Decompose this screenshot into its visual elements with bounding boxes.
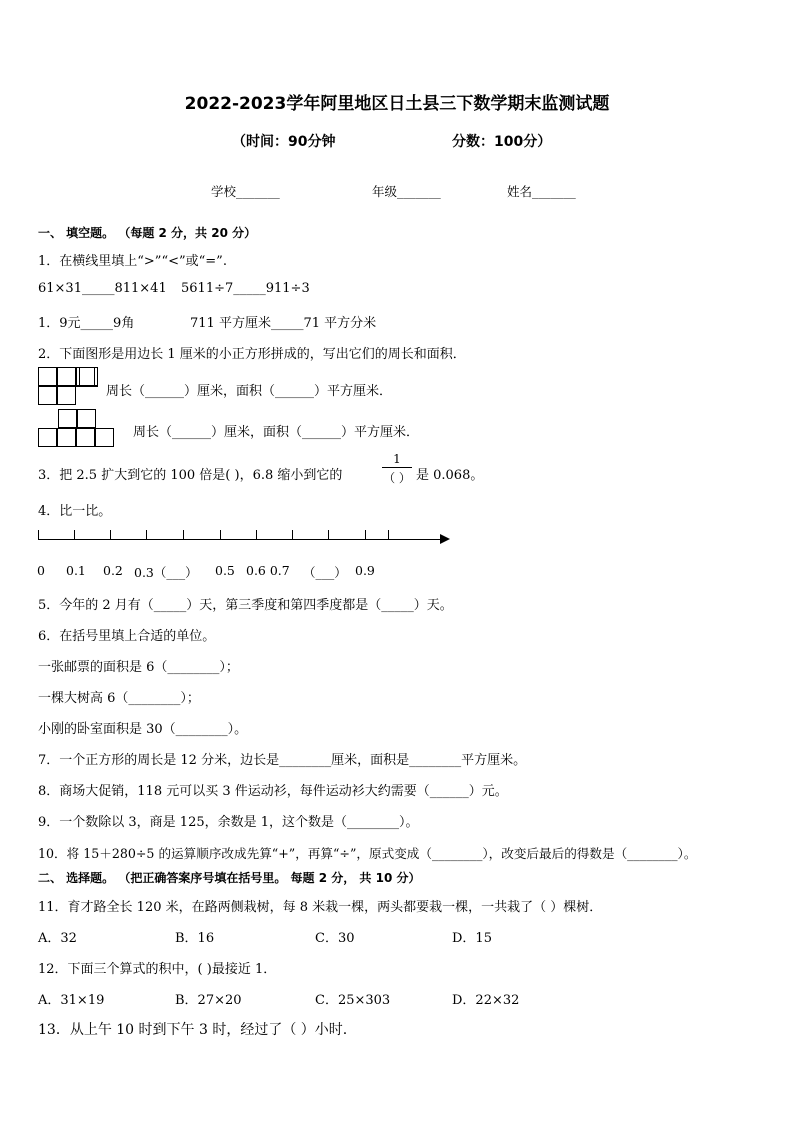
q12-option-a: A．31×19 — [38, 993, 105, 1008]
name-field[interactable]: 姓名_______ — [507, 184, 576, 199]
question-12: 12．下面三个算式的积中，( )最接近 1． — [38, 962, 277, 977]
exam-time: （时间：90分钟 — [232, 134, 336, 150]
question-10: 10．将 15＋280÷5 的运算顺序改成先算“+”，再算“÷”，原式变成（________），改变后最后的得数是（________）。 — [38, 846, 697, 861]
question-3-suffix: 是 0.068。 — [416, 468, 484, 483]
number-line-label-2: 0.2 — [103, 563, 123, 578]
question-13: 13．从上午 10 时到下午 3 时，经过了（ ）小时. — [38, 1022, 348, 1038]
q11-option-b: B．16 — [175, 931, 215, 946]
number-line-label-6: （___） — [303, 565, 347, 580]
question-11: 11．育才路全长 120 米，在路两侧栽树，每 8 米栽一棵，两头都要栽一棵，一共栽了（ ）棵树． — [38, 900, 603, 915]
number-line-label-5: 0.6 0.7 — [246, 563, 290, 578]
question-3-fraction — [382, 452, 412, 486]
q11-option-a: A．32 — [38, 931, 77, 946]
question-1c: 1．9元_____9角 — [38, 316, 135, 331]
question-9: 9．一个数除以 3，商是 125，余数是 1，这个数是（________）。 — [38, 815, 419, 830]
number-line-label-3: 0.3（___） — [134, 565, 198, 580]
question-1: 1．在横线里填上“>”“<”或“=”. — [38, 254, 227, 269]
fraction-denominator: （ ） — [383, 471, 411, 485]
question-2a: 周长（______）厘米，面积（______）平方厘米． — [106, 384, 393, 399]
section-1-heading: 一、 填空题。 （每题 2 分，共 20 分） — [38, 226, 257, 240]
number-line-label-1: 0.1 — [66, 563, 86, 578]
question-2b: 周长（______）厘米，面积（______）平方厘米． — [133, 425, 420, 440]
exam-score: 分数：100分） — [452, 134, 552, 150]
question-5: 5．今年的 2 月有（_____）天，第三季度和第四季度都是（_____）天。 — [38, 598, 453, 613]
question-7: 7．一个正方形的周长是 12 分米，边长是________厘米，面积是________平方厘米。 — [38, 753, 527, 768]
number-line-label-7: 0.9 — [355, 563, 375, 578]
q12-option-d: D．22×32 — [452, 993, 520, 1008]
question-6a: 一张邮票的面积是 6（________）； — [38, 660, 239, 675]
question-6b: 一棵大树高 6（________）； — [38, 691, 200, 706]
question-3-prefix: 3．把 2.5 扩大到它的 100 倍是( )，6.8 缩小到它的 — [38, 468, 343, 483]
page-title: 2022-2023学年阿里地区日土县三下数学期末监测试题 — [184, 94, 610, 114]
question-6c: 小刚的卧室面积是 30（________）。 — [38, 722, 248, 737]
q12-option-b: B．27×20 — [175, 993, 242, 1008]
fraction-numerator: 1 — [393, 452, 401, 466]
question-6: 6．在括号里填上合适的单位。 — [38, 629, 216, 644]
grade-field[interactable]: 年级_______ — [372, 184, 441, 199]
question-1b: 5611÷7_____911÷3 — [181, 281, 310, 296]
q12-option-c: C．25×303 — [315, 993, 391, 1008]
number-line-label-0: 0 — [37, 563, 45, 578]
section-2-heading: 二、 选择题。 （把正确答案序号填在括号里。 每题 2 分， 共 10 分） — [38, 871, 421, 885]
question-1d: 711 平方厘米_____71 平方分米 — [190, 316, 377, 331]
question-4: 4．比一比。 — [38, 504, 112, 519]
q11-option-c: C．30 — [315, 931, 355, 946]
question-1a: 61×31_____811×41 — [38, 281, 167, 296]
question-8: 8．商场大促销，118 元可以买 3 件运动衫，每件运动衫大约需要（______）元。 — [38, 784, 508, 799]
question-2: 2．下面图形是用边长 1 厘米的小正方形拼成的，写出它们的周长和面积． — [38, 347, 466, 362]
number-line-label-4: 0.5 — [215, 563, 235, 578]
q11-option-d: D．15 — [452, 931, 492, 946]
school-field[interactable]: 学校_______ — [211, 184, 280, 199]
